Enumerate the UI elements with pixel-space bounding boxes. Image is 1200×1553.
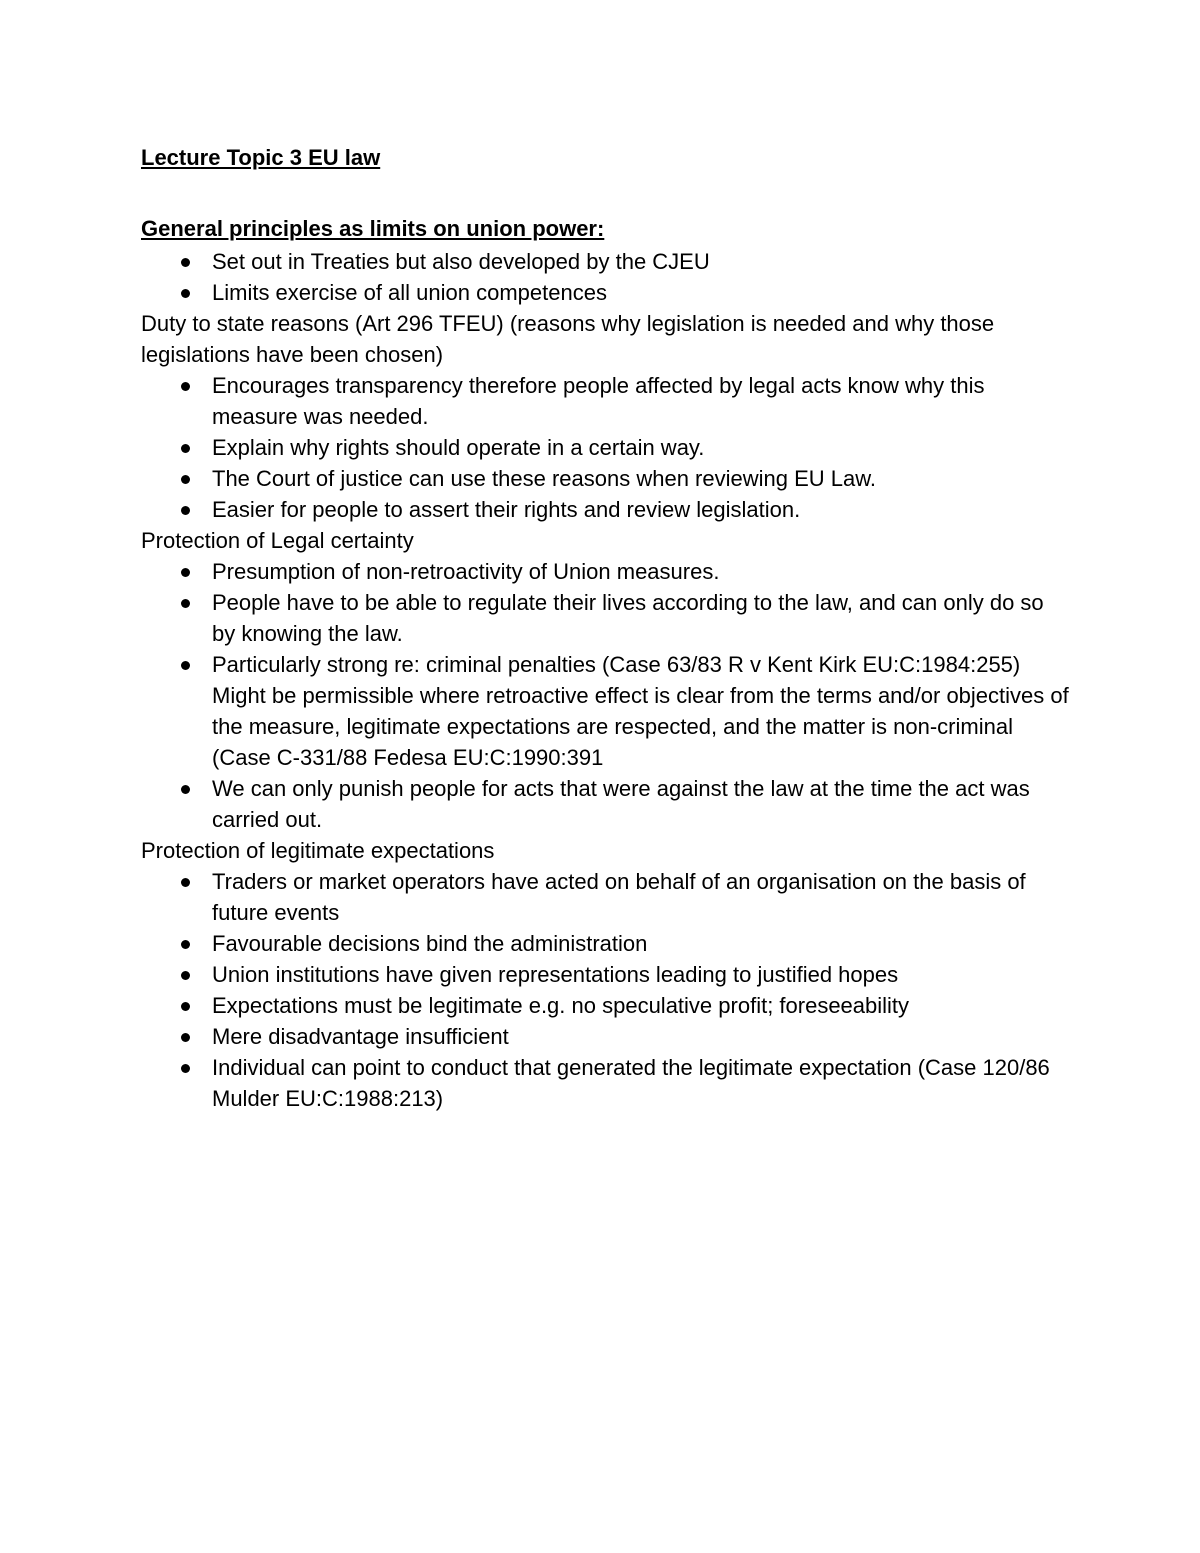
list-item-text: Traders or market operators have acted on behalf of an organisation on the basis of future events bbox=[212, 869, 1026, 925]
list-item bbox=[141, 1052, 1071, 1114]
section-heading: General principles as limits on union power: bbox=[141, 216, 605, 241]
list-item bbox=[141, 463, 1071, 494]
section-intro-legitimate-expectations: Protection of legitimate expectations bbox=[141, 838, 495, 863]
bullet-icon bbox=[181, 444, 190, 453]
bullet-list-legitimate-expectations bbox=[141, 866, 1071, 1114]
document-page bbox=[141, 140, 1071, 1114]
list-item-text: The Court of justice can use these reasons when reviewing EU Law. bbox=[212, 466, 877, 491]
list-item bbox=[141, 277, 1071, 308]
list-item-text: Union institutions have given representations leading to justified hopes bbox=[212, 962, 899, 987]
section-intro-duty-to-state-reasons: Duty to state reasons (Art 296 TFEU) (reasons why legislation is needed and why those legislations have been chosen) bbox=[141, 311, 995, 367]
bullet-icon bbox=[181, 506, 190, 515]
list-item-text: Particularly strong re: criminal penalties (Case 63/83 R v Kent Kirk EU:C:1984:255) Might be permissible where retroactive effect is clear from the terms and/or objectives of the measure, legitimate expectations are respected, and the matter is non-criminal (Case C-331/88 Fedesa EU:C:1990:391 bbox=[212, 652, 1069, 770]
bullet-icon bbox=[181, 971, 190, 980]
list-item bbox=[141, 959, 1071, 990]
list-item-text: We can only punish people for acts that were against the law at the time the act was carried out. bbox=[212, 776, 1030, 832]
bullet-icon bbox=[181, 382, 190, 391]
bullet-icon bbox=[181, 475, 190, 484]
list-item-text: Presumption of non-retroactivity of Union measures. bbox=[212, 559, 720, 584]
bullet-icon bbox=[181, 661, 190, 670]
list-item-text: Limits exercise of all union competences bbox=[212, 280, 607, 305]
document-title: Lecture Topic 3 EU law bbox=[141, 145, 381, 170]
bullet-icon bbox=[181, 1033, 190, 1042]
list-item bbox=[141, 494, 1071, 525]
list-item-text: Mere disadvantage insufficient bbox=[212, 1024, 509, 1049]
list-item-text: Explain why rights should operate in a certain way. bbox=[212, 435, 705, 460]
bullet-icon bbox=[181, 940, 190, 949]
list-item-text: Encourages transparency therefore people affected by legal acts know why this measure was needed. bbox=[212, 373, 985, 429]
bullet-icon bbox=[181, 785, 190, 794]
bullet-icon bbox=[181, 1002, 190, 1011]
list-item-text: Easier for people to assert their rights and review legislation. bbox=[212, 497, 801, 522]
list-item bbox=[141, 990, 1071, 1021]
list-item bbox=[141, 587, 1071, 649]
bullet-icon bbox=[181, 258, 190, 267]
list-item bbox=[141, 556, 1071, 587]
list-item bbox=[141, 866, 1071, 928]
list-item-text: People have to be able to regulate their lives according to the law, and can only do so by knowing the law. bbox=[212, 590, 1044, 646]
list-item bbox=[141, 432, 1071, 463]
bullet-list-legal-certainty bbox=[141, 556, 1071, 835]
section-intro-legal-certainty: Protection of Legal certainty bbox=[141, 528, 414, 553]
list-item-text: Individual can point to conduct that generated the legitimate expectation (Case 120/86 Mulder EU:C:1988:213) bbox=[212, 1055, 1050, 1111]
bullet-icon bbox=[181, 289, 190, 298]
list-item bbox=[141, 370, 1071, 432]
bullet-icon bbox=[181, 568, 190, 577]
spacer bbox=[141, 176, 1071, 212]
list-item-text: Favourable decisions bind the administration bbox=[212, 931, 648, 956]
list-item bbox=[141, 246, 1071, 277]
list-item bbox=[141, 928, 1071, 959]
list-item-text: Expectations must be legitimate e.g. no speculative profit; foreseeability bbox=[212, 993, 910, 1018]
list-item-text: Set out in Treaties but also developed by the CJEU bbox=[212, 249, 710, 274]
bullet-icon bbox=[181, 1064, 190, 1073]
bullet-icon bbox=[181, 599, 190, 608]
bullet-list-duty-to-state-reasons bbox=[141, 370, 1071, 525]
list-item bbox=[141, 773, 1071, 835]
bullet-icon bbox=[181, 878, 190, 887]
bullet-list-general bbox=[141, 246, 1071, 308]
list-item bbox=[141, 1021, 1071, 1052]
list-item bbox=[141, 649, 1071, 773]
